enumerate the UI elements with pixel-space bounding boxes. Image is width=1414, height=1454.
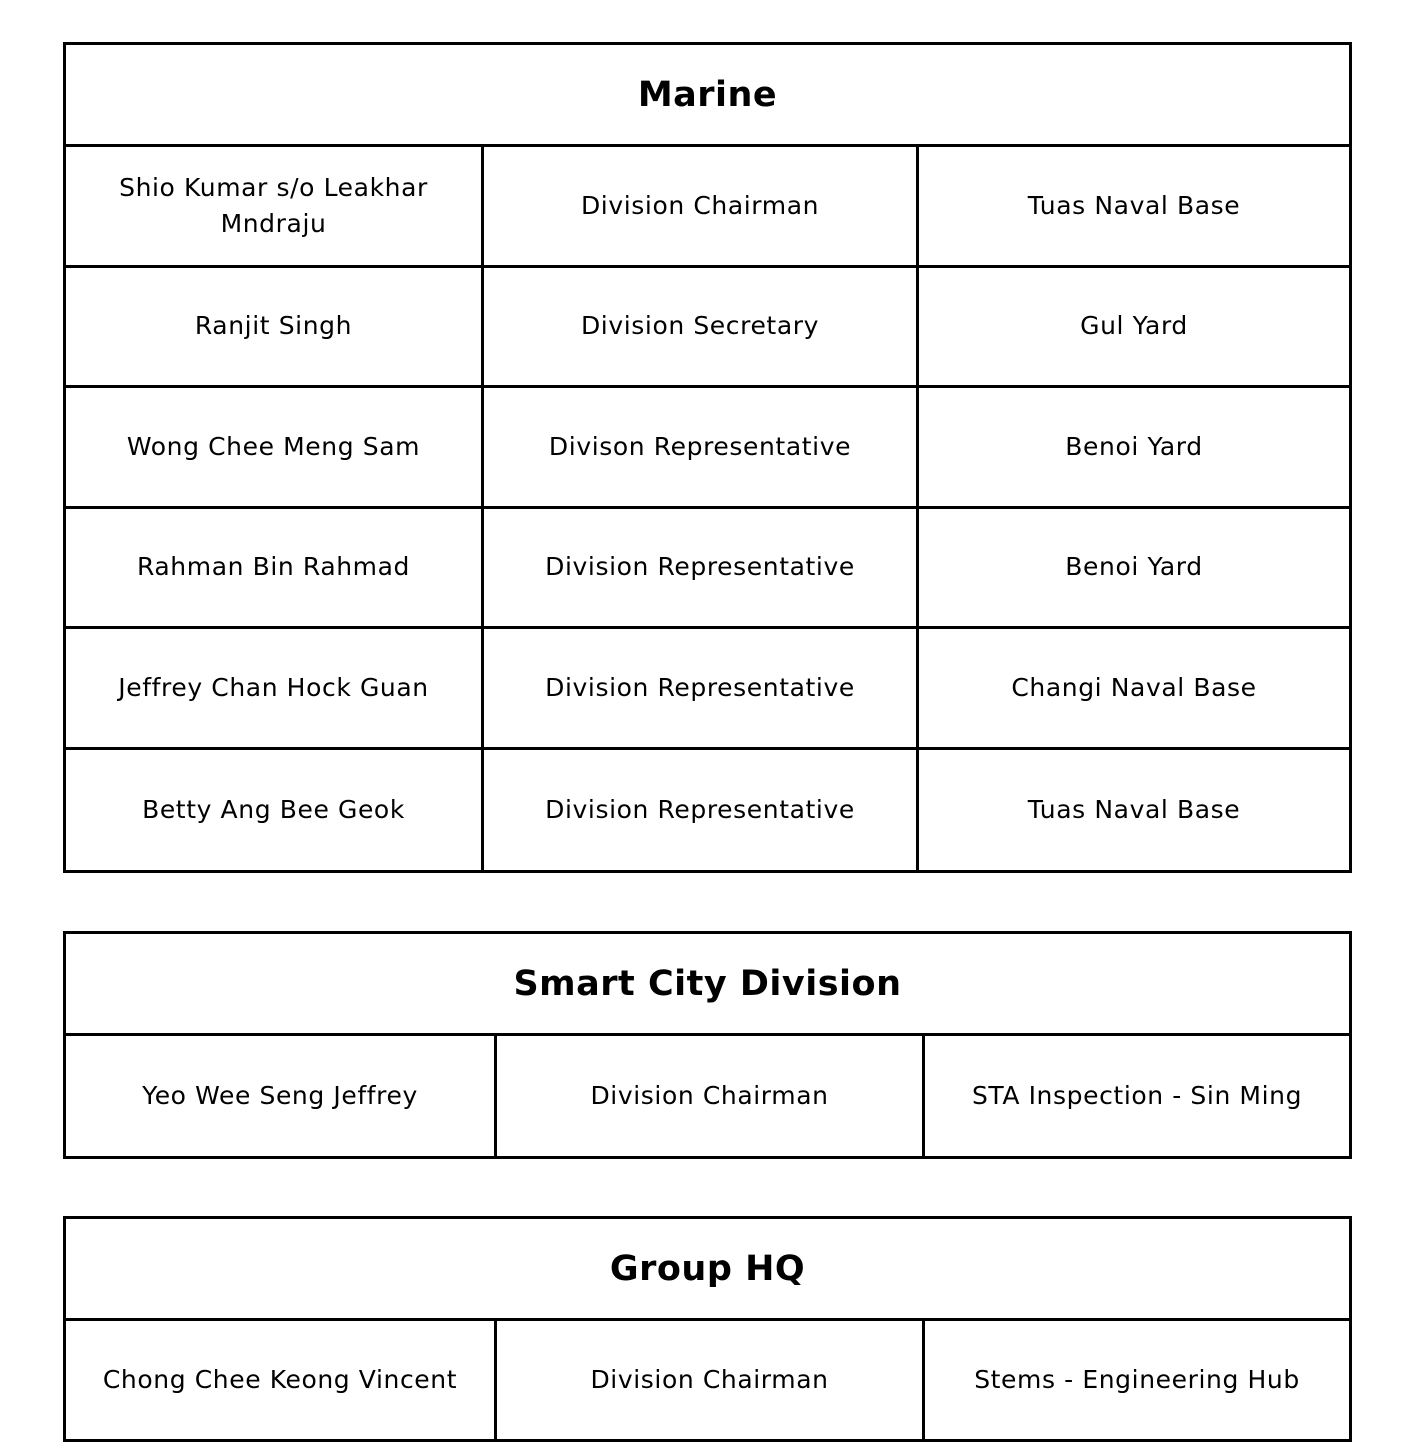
member-name: Wong Chee Meng Sam xyxy=(126,431,421,461)
member-location: Benoi Yard xyxy=(916,509,1349,627)
table-row xyxy=(66,388,1349,509)
section-title: Group HQ xyxy=(66,1219,1349,1321)
member-role: Division Chairman xyxy=(494,1036,922,1156)
table-row xyxy=(66,1036,1349,1156)
member-location: Stems - Engineering Hub xyxy=(922,1321,1349,1439)
member-role: Divison Representative xyxy=(481,388,916,506)
table-row xyxy=(66,268,1349,389)
member-name: Yeo Wee Seng Jeffrey xyxy=(142,1081,418,1110)
member-role: Division Representative xyxy=(481,750,916,871)
smart-city-section-table xyxy=(63,931,1352,1159)
table-row xyxy=(66,1321,1349,1439)
table-row xyxy=(66,509,1349,630)
member-location: STA Inspection - Sin Ming xyxy=(922,1036,1349,1156)
member-name: Shio Kumar s/o Leakhar Mndraju xyxy=(119,172,428,238)
table-row xyxy=(66,629,1349,750)
section-title: Marine xyxy=(66,45,1349,147)
member-role: Division Secretary xyxy=(481,268,916,386)
member-role: Division Representative xyxy=(481,629,916,747)
member-location: Benoi Yard xyxy=(916,388,1349,506)
member-location: Gul Yard xyxy=(916,268,1349,386)
marine-section-table xyxy=(63,42,1352,873)
member-role: Division Representative xyxy=(481,509,916,627)
group-hq-section-table xyxy=(63,1216,1352,1442)
section-title: Smart City Division xyxy=(66,934,1349,1036)
member-name: Rahman Bin Rahmad xyxy=(136,552,411,582)
member-role: Division Chairman xyxy=(494,1321,922,1439)
member-name: Betty Ang Bee Geok xyxy=(142,794,405,824)
member-location: Changi Naval Base xyxy=(916,629,1349,747)
table-row xyxy=(66,750,1349,871)
member-location: Tuas Naval Base xyxy=(916,147,1349,265)
table-row xyxy=(66,147,1349,268)
member-role: Division Chairman xyxy=(481,147,916,265)
member-location: Tuas Naval Base xyxy=(916,750,1349,871)
member-name: Ranjit Singh xyxy=(194,311,353,341)
member-name: Chong Chee Keong Vincent xyxy=(102,1365,458,1394)
member-name: Jeffrey Chan Hock Guan xyxy=(118,672,429,702)
